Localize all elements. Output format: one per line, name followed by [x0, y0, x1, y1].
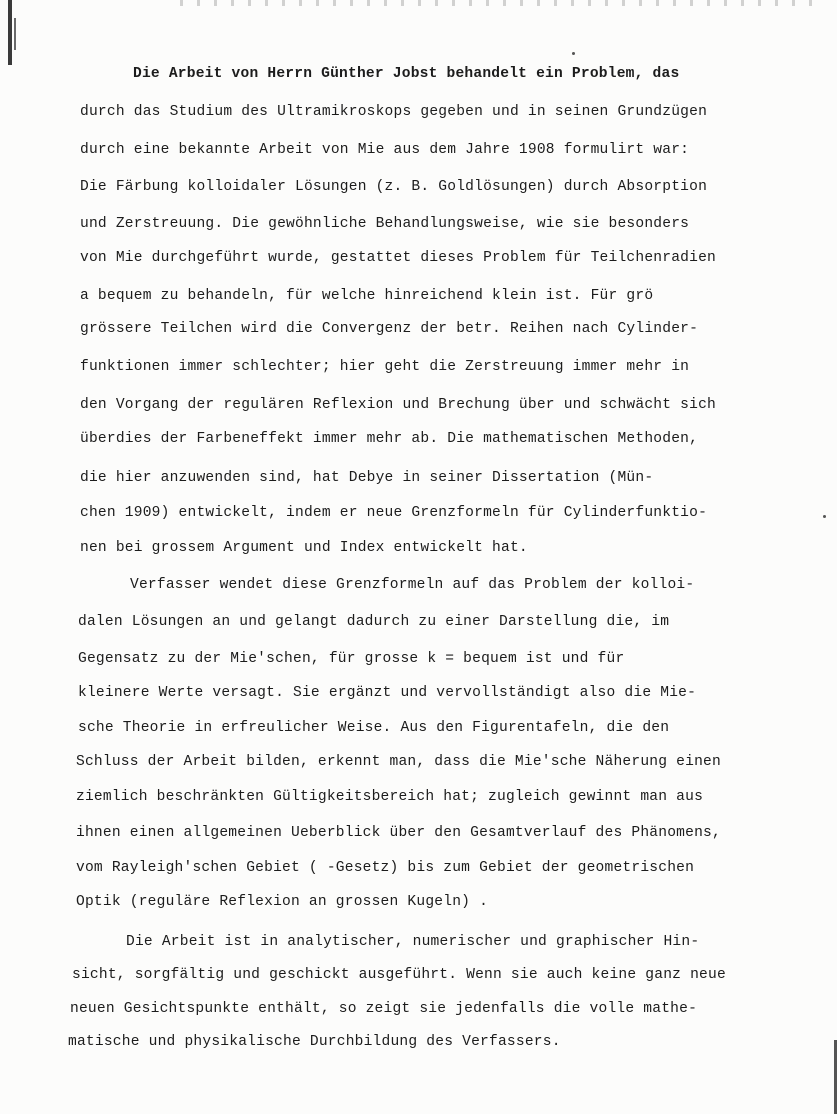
text-line: sche Theorie in erfreulicher Weise. Aus den Figurentafeln, die den [78, 720, 670, 736]
text-line: chen 1909) entwickelt, indem er neue Grenzformeln für Cylinderfunktio- [80, 505, 708, 521]
text-line: überdies der Farbeneffekt immer mehr ab. Die mathematischen Methoden, [80, 431, 699, 447]
text-line: a bequem zu behandeln, für welche hinreichend klein ist. Für grö [80, 288, 654, 304]
text-line: neuen Gesichtspunkte enthält, so zeigt sie jedenfalls die volle mathe- [70, 1001, 698, 1017]
text-line: und Zerstreuung. Die gewöhnliche Behandlungsweise, wie sie besonders [80, 216, 690, 232]
text-line: funktionen immer schlechter; hier geht die Zerstreuung immer mehr in [80, 359, 690, 375]
text-line: grössere Teilchen wird die Convergenz der betr. Reihen nach Cylinder- [80, 321, 699, 337]
text-line: dalen Lösungen an und gelangt dadurch zu einer Darstellung die, im [78, 614, 670, 630]
text-line: sicht, sorgfältig und geschickt ausgeführt. Wenn sie auch keine ganz neue [72, 967, 726, 983]
text-line: nen bei grossem Argument und Index entwickelt hat. [80, 540, 528, 556]
text-line: Die Arbeit ist in analytischer, numerischer und graphischer Hin- [126, 934, 700, 950]
text-line: ihnen einen allgemeinen Ueberblick über den Gesamtverlauf des Phänomens, [76, 825, 721, 841]
text-line: durch eine bekannte Arbeit von Mie aus dem Jahre 1908 formulirt war: [80, 142, 690, 158]
scan-noise-top [180, 0, 820, 6]
text-line: Gegensatz zu der Mie'schen, für grosse k = bequem ist und für [78, 651, 625, 667]
scan-margin-mark-secondary [14, 18, 16, 50]
scan-margin-mark [8, 0, 12, 65]
text-line: Die Arbeit von Herrn Günther Jobst behandelt ein Problem, das [133, 66, 680, 82]
scan-speck [572, 52, 575, 55]
text-line: matische und physikalische Durchbildung des Verfassers. [68, 1034, 561, 1050]
text-line: ziemlich beschränkten Gültigkeitsbereich hat; zugleich gewinnt man aus [76, 789, 704, 805]
text-line: Schluss der Arbeit bilden, erkennt man, dass die Mie'sche Näherung einen [76, 754, 721, 770]
scan-speck [823, 515, 826, 518]
text-line: von Mie durchgeführt wurde, gestattet dieses Problem für Teilchenradien [80, 250, 716, 266]
text-line: Die Färbung kolloidaler Lösungen (z. B. Goldlösungen) durch Absorption [80, 179, 708, 195]
text-line: den Vorgang der regulären Reflexion und Brechung über und schwächt sich [80, 397, 716, 413]
text-line: Verfasser wendet diese Grenzformeln auf das Problem der kolloi- [130, 577, 695, 593]
text-line: die hier anzuwenden sind, hat Debye in seiner Dissertation (Mün- [80, 470, 654, 486]
text-line: vom Rayleigh'schen Gebiet ( -Gesetz) bis zum Gebiet der geometrischen [76, 860, 695, 876]
text-line: kleinere Werte versagt. Sie ergänzt und vervollständigt also die Mie- [78, 685, 697, 701]
text-line: Optik (reguläre Reflexion an grossen Kugeln) . [76, 894, 489, 910]
text-line: durch das Studium des Ultramikroskops gegeben und in seinen Grundzügen [80, 104, 708, 120]
